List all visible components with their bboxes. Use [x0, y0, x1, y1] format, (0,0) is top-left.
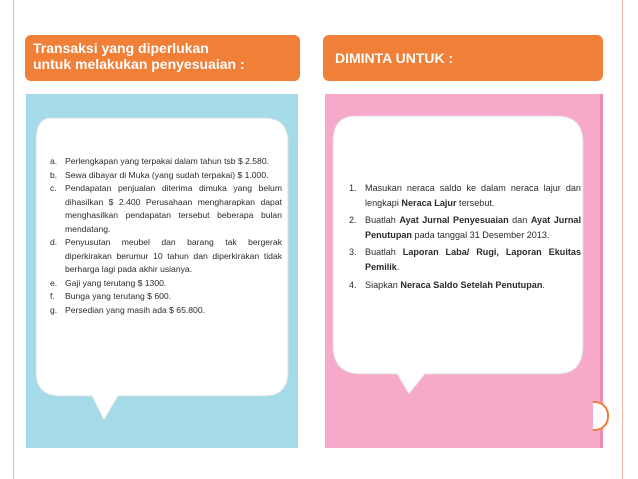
- item-text: Sewa dibayar di Muka (yang sudah terpakai) $ 1.000.: [65, 169, 269, 180]
- task-bold-text: Neraca Lajur: [401, 197, 457, 208]
- item-marker: 3.: [349, 247, 357, 258]
- transactions-header-line-2: untuk melakukan penyesuaian :: [33, 56, 245, 72]
- task-text: .: [396, 261, 400, 272]
- item-text: Pendapatan penjualan diterima dimuka yang belum dihasilkan $ 2.400 Perusahaan mengharapkan dapat menghasilkan pendapatan tersebut beberapa bulan mendatang.: [65, 183, 282, 234]
- item-text: [365, 278, 581, 293]
- item-marker: f.: [50, 291, 55, 301]
- item-text: [365, 245, 581, 274]
- task-bold-text: Ayat Jurnal Penutupan: [365, 215, 581, 240]
- item-text: Persedian yang masih ada $ 65.800.: [65, 304, 205, 315]
- item-text: Perlengkapan yang terpakai dalam tahun tsb $ 2.580.: [65, 156, 270, 166]
- requirements-header: DIMINTA UNTUK :: [323, 35, 603, 81]
- item-marker: e.: [50, 277, 58, 288]
- item-text: Penyusutan meubel dan barang tak bergerak diperkirakan berumur 10 tahun dan diperkirakan tidak berharga lagi pada akhir usianya.: [65, 237, 282, 274]
- transactions-list: [50, 155, 282, 317]
- item-marker: g.: [50, 304, 58, 315]
- item-marker: c.: [50, 183, 57, 193]
- list-item: [50, 182, 282, 236]
- item-marker: 2.: [349, 215, 357, 226]
- list-item: [349, 213, 581, 242]
- item-marker: 1.: [349, 183, 357, 193]
- list-item: [349, 245, 581, 274]
- task-text: Masukan neraca saldo ke dalam neraca lajur dan lengkapi: [365, 183, 581, 208]
- list-item: [50, 277, 282, 291]
- requirements-list: [349, 181, 581, 295]
- item-marker: b.: [50, 169, 58, 180]
- item-text: [365, 181, 581, 210]
- decorative-right-line: [622, 0, 623, 479]
- list-item: [50, 236, 282, 277]
- item-text: Gaji yang terutang $ 1300.: [65, 277, 167, 288]
- list-item: [349, 278, 581, 293]
- item-marker: a.: [50, 156, 58, 166]
- decorative-left-line: [13, 0, 14, 479]
- list-item: [50, 155, 282, 169]
- list-item: [349, 181, 581, 210]
- decorative-ring: [593, 401, 609, 431]
- item-text: Bunga yang terutang $ 600.: [65, 291, 172, 301]
- task-text: .: [542, 279, 545, 290]
- task-bold-text: Ayat Jurnal Penyesuaian: [399, 215, 509, 226]
- task-text: Siapkan: [365, 279, 401, 290]
- task-text: pada tanggal 31 Desember 2013.: [411, 229, 550, 240]
- transactions-header: [25, 35, 300, 81]
- list-item: [50, 169, 282, 183]
- item-marker: d.: [50, 237, 58, 247]
- task-text: Buatlah: [365, 215, 400, 226]
- task-bold-text: Neraca Saldo Setelah Penutupan: [400, 279, 543, 290]
- item-text: [365, 213, 581, 242]
- list-item: [50, 290, 282, 304]
- task-text: tersebut.: [456, 197, 495, 208]
- task-text: dan: [508, 215, 531, 226]
- task-text: Buatlah: [365, 247, 403, 258]
- transactions-header-line-1: Transaksi yang diperlukan: [33, 40, 209, 56]
- task-bold-text: Laporan Laba/ Rugi, Laporan Ekuitas Pemilik: [365, 247, 581, 272]
- item-marker: 4.: [349, 279, 357, 290]
- list-item: [50, 304, 282, 318]
